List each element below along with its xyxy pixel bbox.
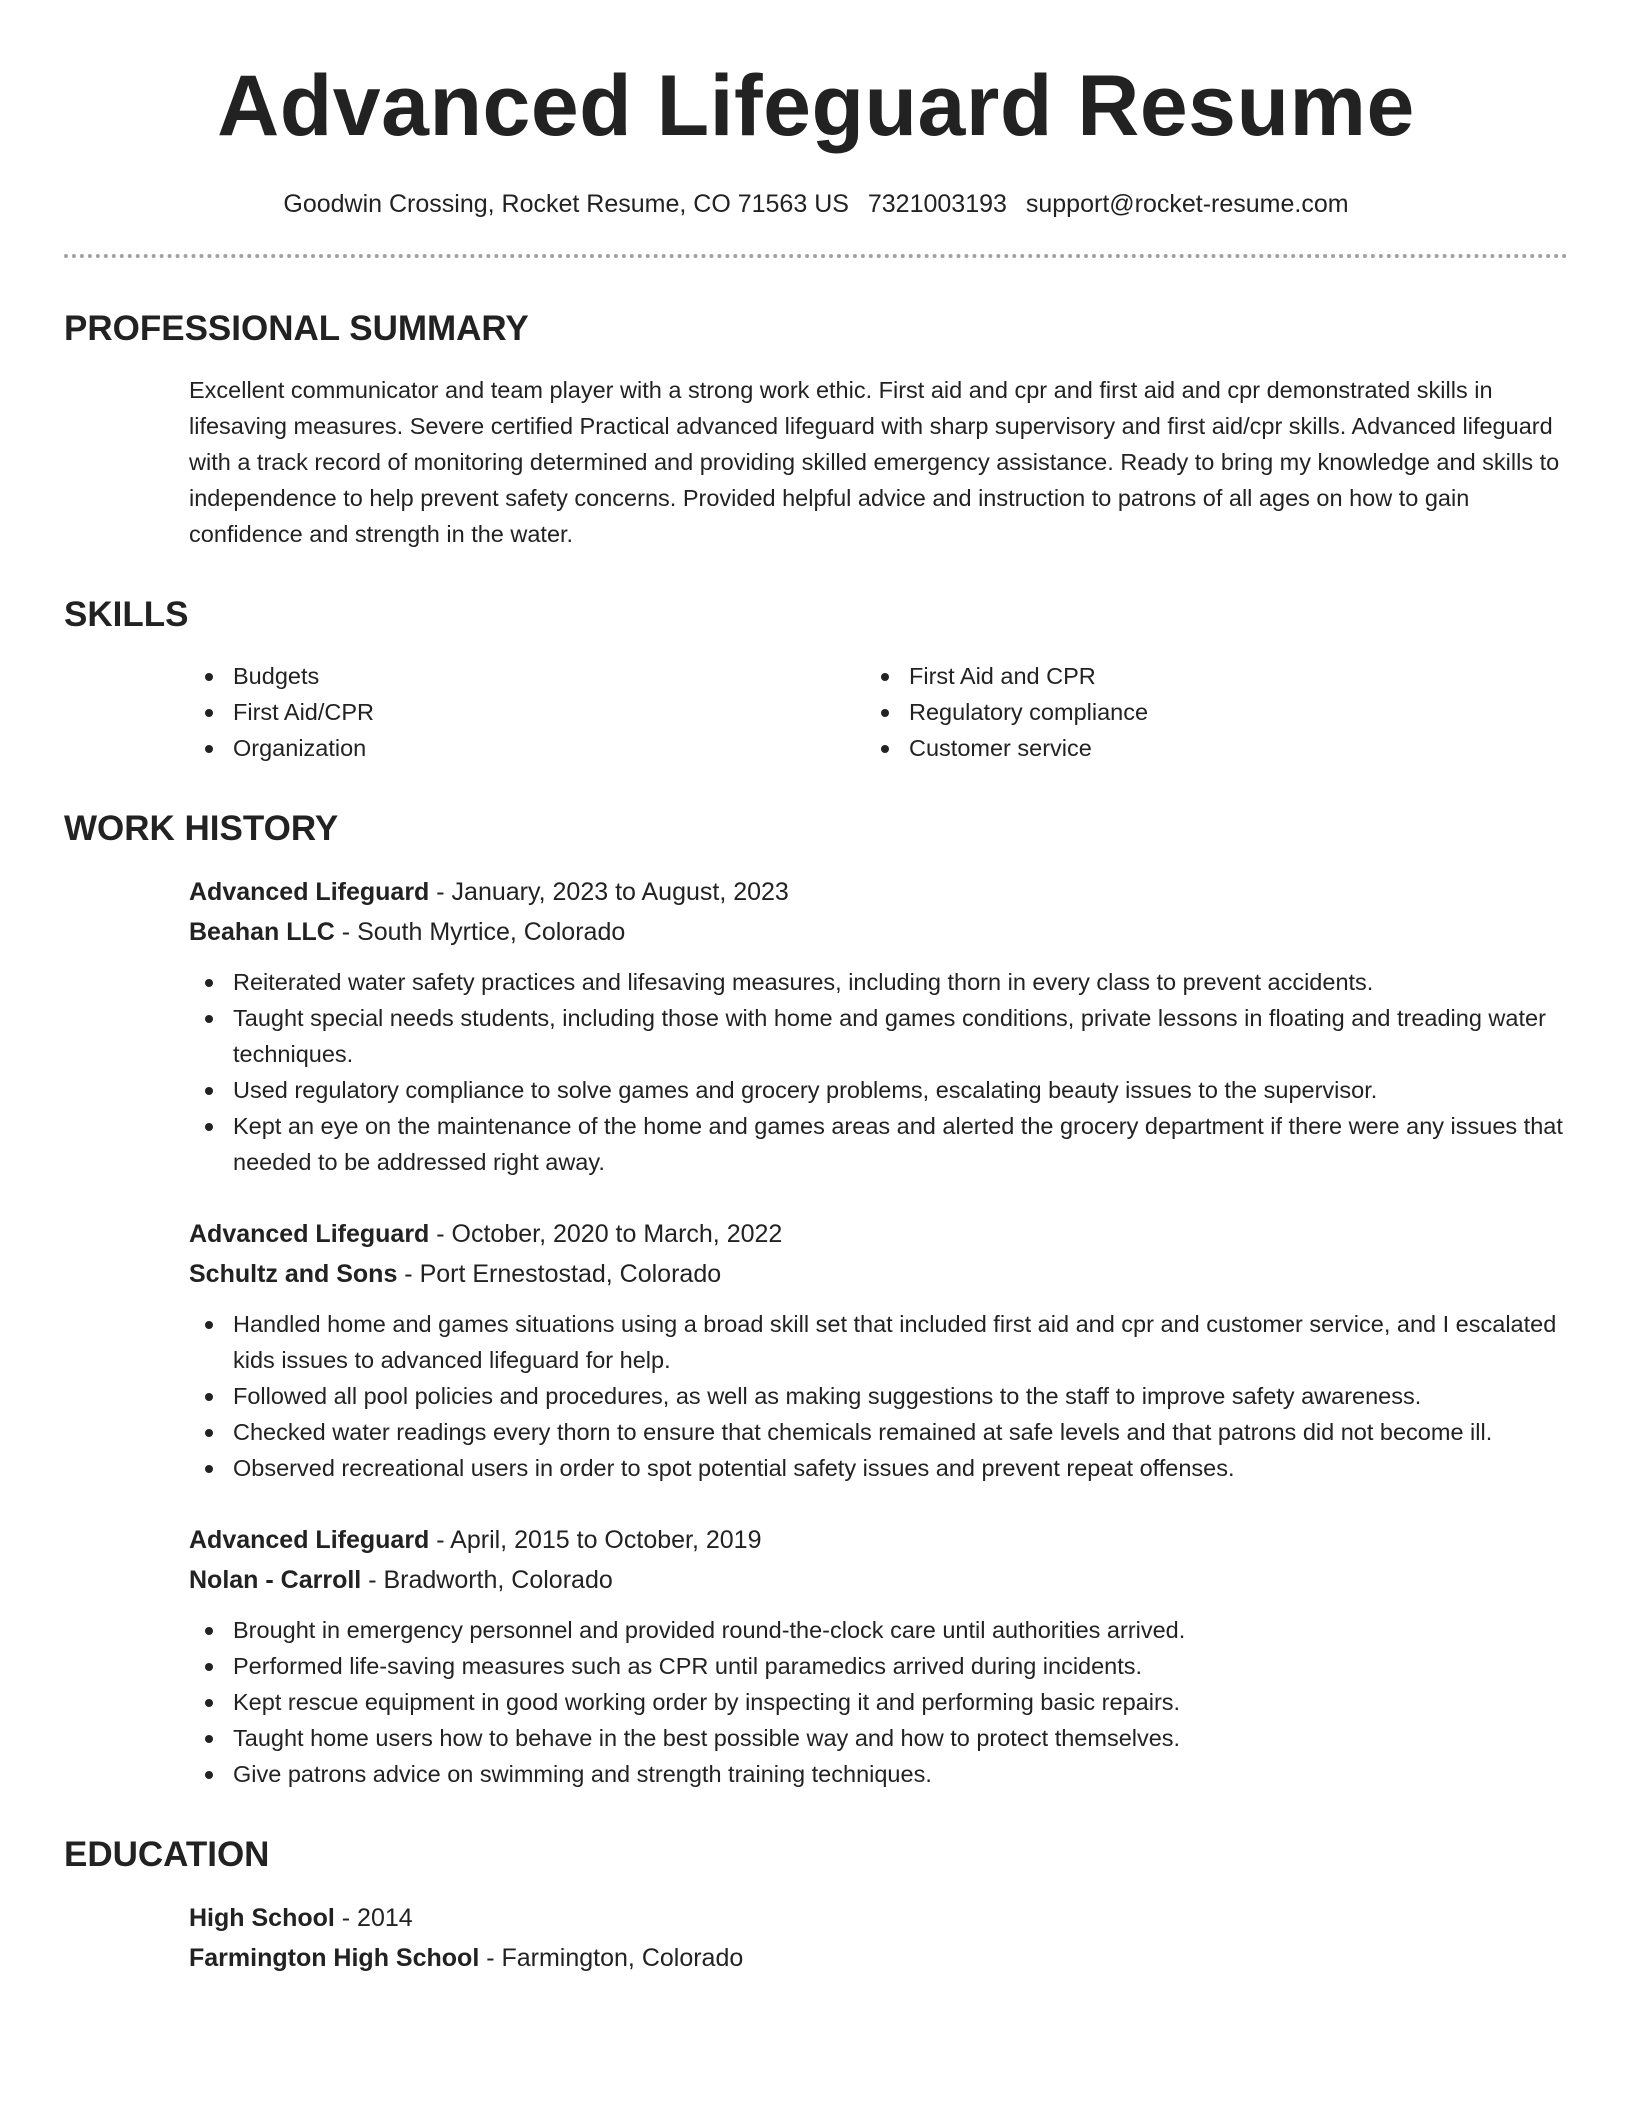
job-title-line (189, 1214, 1568, 1254)
skill-item: First Aid and CPR (865, 658, 1148, 694)
education-school-line (189, 1938, 1568, 1978)
resume-title: Advanced Lifeguard Resume (217, 58, 1415, 154)
job-company-line (189, 1560, 1568, 1600)
skills-list (64, 658, 1568, 766)
job-company-line (189, 912, 1568, 952)
skill-item: Customer service (865, 730, 1148, 766)
skill-item: First Aid/CPR (189, 694, 865, 730)
education-degree: High School (189, 1904, 335, 1932)
job-bullet: Reiterated water safety practices and lifesaving measures, including thorn in every class to prevent accidents. (189, 964, 1568, 1000)
job-company-line (189, 1254, 1568, 1294)
job-dates: - January, 2023 to August, 2023 (429, 878, 789, 906)
job-entry (64, 872, 1568, 1180)
job-bullet: Kept rescue equipment in good working order by inspecting it and performing basic repairs. (189, 1684, 1568, 1720)
job-bullet: Performed life-saving measures such as CPR until paramedics arrived during incidents. (189, 1648, 1568, 1684)
skill-item: Regulatory compliance (865, 694, 1148, 730)
skills-column-right (865, 658, 1148, 766)
education-year: - 2014 (334, 1904, 413, 1932)
education-school: Farmington High School (189, 1944, 480, 1972)
summary-text: Excellent communicator and team player with a strong work ethic. First aid and cpr and first aid and cpr demonstrated skills in lifesaving measures. Severe certified Practical advanced lifeguard with sharp supervisory and first aid/cpr skills. Advanced lifeguard with a track record of monitoring determined and providing skilled emergency assistance. Ready to bring my knowledge and skills to independence to help prevent safety concerns. Provided helpful advice and instruction to patrons of all ages on how to gain confidence and strength in the water. (189, 377, 1560, 547)
job-bullet: Taught special needs students, including those with home and games conditions, private lessons in floating and treading water techniques. (189, 1000, 1568, 1072)
job-bullet: Kept an eye on the maintenance of the home and games areas and alerted the grocery department if there were any issues that needed to be addressed right away. (189, 1108, 1568, 1180)
work-history-heading: WORK HISTORY (64, 809, 339, 848)
job-role: Advanced Lifeguard (189, 1220, 430, 1248)
job-bullets (189, 964, 1568, 1180)
contact-line (64, 188, 1568, 220)
job-company: Schultz and Sons (189, 1260, 398, 1288)
job-dates: - October, 2020 to March, 2022 (429, 1220, 783, 1248)
job-bullet: Observed recreational users in order to spot potential safety issues and prevent repeat offenses. (189, 1450, 1568, 1486)
job-entry (64, 1214, 1568, 1486)
job-company: Beahan LLC (189, 918, 335, 946)
job-location: - Port Ernestostad, Colorado (397, 1260, 722, 1288)
job-location: - Bradworth, Colorado (361, 1566, 613, 1594)
job-bullets (189, 1306, 1568, 1486)
skill-item: Budgets (189, 658, 865, 694)
skills-heading: SKILLS (64, 595, 189, 634)
job-entry (64, 1520, 1568, 1792)
contact-phone: 7321003193 (867, 190, 1007, 218)
skills-column-left (189, 658, 865, 766)
job-role: Advanced Lifeguard (189, 1526, 430, 1554)
contact-email: support@rocket-resume.com (1025, 190, 1349, 218)
header-divider (64, 254, 1568, 258)
job-title-line (189, 1520, 1568, 1560)
education-degree-line (189, 1898, 1568, 1938)
summary-heading: PROFESSIONAL SUMMARY (64, 309, 529, 348)
job-bullet: Taught home users how to behave in the best possible way and how to protect themselves. (189, 1720, 1568, 1756)
job-dates: - April, 2015 to October, 2019 (429, 1526, 762, 1554)
job-bullets (189, 1612, 1568, 1792)
job-bullet: Give patrons advice on swimming and strength training techniques. (189, 1756, 1568, 1792)
job-bullet: Used regulatory compliance to solve games and grocery problems, escalating beauty issues to the supervisor. (189, 1072, 1568, 1108)
job-role: Advanced Lifeguard (189, 878, 430, 906)
contact-address: Goodwin Crossing, Rocket Resume, CO 71563 US (283, 190, 849, 218)
job-bullet: Handled home and games situations using a broad skill set that included first aid and cpr and customer service, and I escalated kids issues to advanced lifeguard for help. (189, 1306, 1568, 1378)
job-bullet: Checked water readings every thorn to ensure that chemicals remained at safe levels and that patrons did not become ill. (189, 1414, 1568, 1450)
job-bullet: Brought in emergency personnel and provided round-the-clock care until authorities arrived. (189, 1612, 1568, 1648)
education-entry (64, 1898, 1568, 1978)
education-heading: EDUCATION (64, 1835, 270, 1874)
job-location: - South Myrtice, Colorado (334, 918, 626, 946)
skill-item: Organization (189, 730, 865, 766)
job-bullet: Followed all pool policies and procedures, as well as making suggestions to the staff to improve safety awareness. (189, 1378, 1568, 1414)
education-location: - Farmington, Colorado (479, 1944, 744, 1972)
job-title-line (189, 872, 1568, 912)
job-company: Nolan - Carroll (189, 1566, 362, 1594)
